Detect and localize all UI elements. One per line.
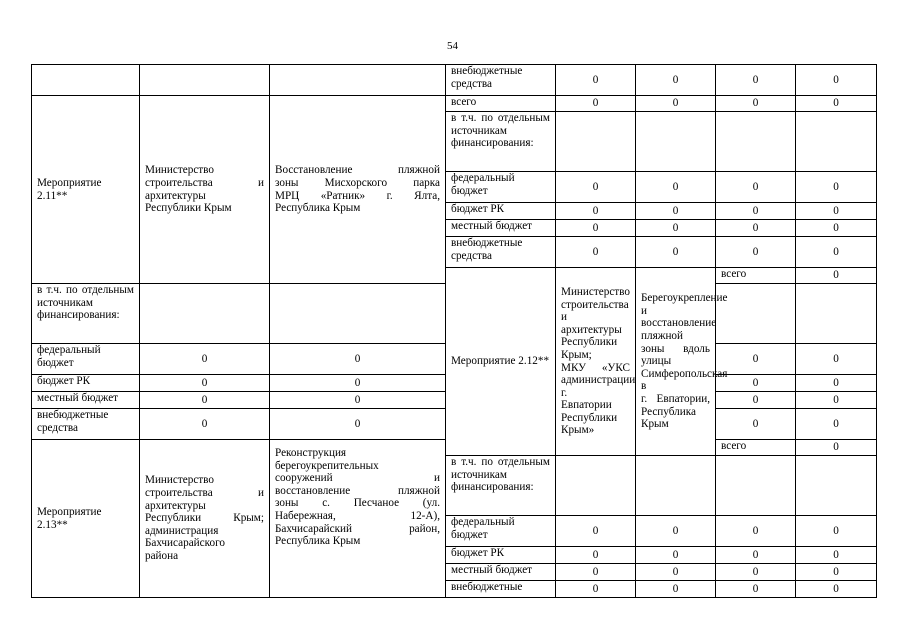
value-cell: 0 [796,268,877,284]
value-cell: 0 [556,237,636,268]
value-cell: 0 [636,581,716,598]
source-label: в т.ч. по отдельным источникам финансирования: [32,284,140,344]
value-cell: 0 [140,344,270,375]
source-label: бюджет РК [32,375,140,392]
value-cell: 0 [796,392,877,409]
event-2-11-name: Мероприятие 2.11** [32,96,140,284]
source-label: федеральный бюджет [446,172,556,203]
value-cell: 0 [716,237,796,268]
value-cell: 0 [556,172,636,203]
value-cell: 0 [140,409,270,440]
value-cell: 0 [796,220,877,237]
value-cell: 0 [796,581,877,598]
value-cell: 0 [716,344,796,375]
source-label: местный бюджет [32,392,140,409]
value-cell: 0 [796,440,877,456]
value-cell: 0 [796,344,877,375]
value-cell: 0 [796,237,877,268]
financing-table [31,64,877,598]
source-label: внебюджетные средства [32,409,140,440]
value-cell: 0 [716,203,796,220]
table-row [32,65,877,96]
value-cell: 0 [556,564,636,581]
event-cell [32,65,140,96]
description-cell [270,65,446,96]
value-cell: 0 [636,65,716,96]
event-2-11-description: Восстановление пляжной зоны Мисхорского парка МРЦ «Ратник» г. Ялта, Республика Крым [270,96,446,284]
event-2-12-name: Мероприятие 2.12** [446,268,556,456]
source-label: в т.ч. по отдельным источникам финансирования: [446,112,556,172]
value-cell: 0 [140,392,270,409]
value-cell: 0 [556,96,636,112]
value-cell: 0 [556,65,636,96]
value-cell: 0 [636,547,716,564]
value-cell: 0 [716,220,796,237]
event-2-12-description: Берегоукрепление и восстановление пляжной зоны вдоль улицы Симферопольская в г. Евпатории, Республика Крым [636,268,716,456]
value-cell: 0 [716,564,796,581]
table-row [32,96,877,112]
value-cell: 0 [796,172,877,203]
source-label: бюджет РК [446,203,556,220]
value-cell: 0 [556,547,636,564]
value-cell: 0 [716,547,796,564]
event-2-13-description: Реконструкция берегоукрепительных сооружений и восстановление пляжной зоны с. Песчаное (ул. Набережная, 12-А), Бахчисарайский район, Республика Крым [270,440,446,598]
value-cell: 0 [140,375,270,392]
value-cell: 0 [636,564,716,581]
source-label: внебюджетные средства [446,237,556,268]
value-cell: 0 [796,96,877,112]
page-number: 54 [447,40,458,52]
value-cell: 0 [636,516,716,547]
event-2-13-executor: Министерство строительства и архитектуры Республики Крым; администрация Бахчисарайского района [140,440,270,598]
source-label: местный бюджет [446,220,556,237]
value-cell: 0 [556,220,636,237]
value-cell: 0 [716,409,796,440]
source-label: местный бюджет [446,564,556,581]
value-cell: 0 [796,547,877,564]
value-cell: 0 [636,203,716,220]
value-cell: 0 [270,409,446,440]
value-cell: 0 [796,409,877,440]
source-label: всего [716,268,796,284]
value-cell: 0 [796,375,877,392]
value-cell: 0 [716,65,796,96]
value-cell: 0 [796,516,877,547]
value-cell: 0 [270,375,446,392]
value-cell: 0 [796,203,877,220]
value-cell: 0 [636,237,716,268]
value-cell: 0 [636,220,716,237]
value-cell: 0 [556,516,636,547]
source-label: бюджет РК [446,547,556,564]
source-label: в т.ч. по отдельным источникам финансирования: [446,456,556,516]
value-cell: 0 [716,375,796,392]
source-label: внебюджетные средства [446,65,556,96]
event-2-11-executor: Министерство строительства и архитектуры Республики Крым [140,96,270,284]
value-cell: 0 [636,96,716,112]
value-cell: 0 [796,564,877,581]
value-cell: 0 [716,581,796,598]
value-cell: 0 [636,172,716,203]
value-cell: 0 [796,65,877,96]
value-cell: 0 [716,172,796,203]
source-label: федеральный бюджет [32,344,140,375]
value-cell: 0 [556,581,636,598]
value-cell: 0 [716,516,796,547]
value-cell: 0 [270,392,446,409]
value-cell: 0 [556,203,636,220]
source-label: всего [446,96,556,112]
event-2-12-executor: Министерство строительства и архитектуры Республики Крым; МКУ «УКС администрации г. Евпатории Республики Крым» [556,268,636,456]
source-label: внебюджетные [446,581,556,598]
value-cell: 0 [716,96,796,112]
executor-cell [140,65,270,96]
source-label: федеральный бюджет [446,516,556,547]
source-label: всего [716,440,796,456]
value-cell: 0 [270,344,446,375]
value-cell: 0 [716,392,796,409]
event-2-13-name: Мероприятие 2.13** [32,440,140,598]
